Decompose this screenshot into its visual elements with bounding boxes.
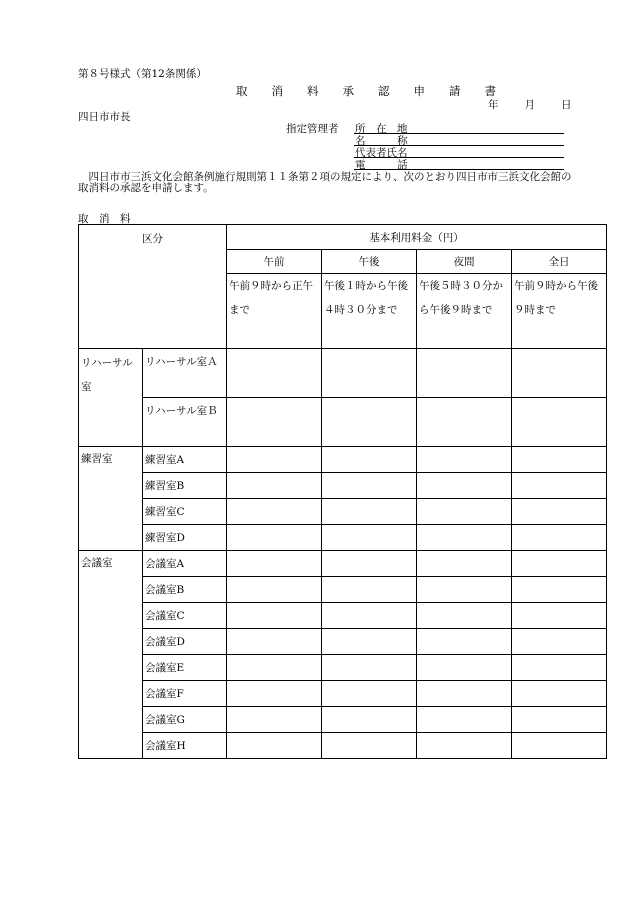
group-rehearsal: リハーサル室 — [79, 349, 143, 447]
fee-cell[interactable] — [417, 349, 512, 398]
fee-cell[interactable] — [322, 349, 417, 398]
phone-field-label: 電 話 — [355, 159, 408, 171]
fee-cell[interactable] — [227, 707, 322, 733]
fee-cell[interactable] — [322, 398, 417, 447]
title-char: 消 — [271, 84, 283, 98]
fee-cell[interactable] — [512, 447, 607, 473]
fee-cell[interactable] — [417, 473, 512, 499]
title-char: 承 — [342, 84, 354, 98]
fee-cell[interactable] — [512, 551, 607, 577]
section-label: 取 消 料 — [78, 213, 131, 225]
fee-cell[interactable] — [322, 603, 417, 629]
fee-cell[interactable] — [512, 655, 607, 681]
fee-cell[interactable] — [512, 681, 607, 707]
room-label: 会議室C — [143, 603, 227, 629]
fee-cell[interactable] — [227, 733, 322, 759]
form-number: 第８号様式（第12条関係） — [78, 68, 207, 80]
fee-cell[interactable] — [322, 447, 417, 473]
fee-cell[interactable] — [417, 551, 512, 577]
period-time-afternoon: 午後１時から午後４時３０分まで — [322, 274, 417, 349]
title-char: 書 — [484, 84, 496, 98]
room-label: リハーサル室Ｂ — [143, 398, 227, 447]
fee-cell[interactable] — [512, 499, 607, 525]
fee-cell[interactable] — [417, 603, 512, 629]
fee-cell[interactable] — [227, 398, 322, 447]
name-field-label: 名 称 — [355, 135, 408, 147]
fee-cell[interactable] — [417, 499, 512, 525]
fee-cell[interactable] — [227, 681, 322, 707]
fee-cell[interactable] — [227, 525, 322, 551]
fee-cell[interactable] — [322, 707, 417, 733]
title-char: 認 — [378, 84, 390, 98]
period-header-evening: 夜間 — [417, 250, 512, 274]
fee-cell[interactable] — [417, 577, 512, 603]
group-meeting: 会議室 — [79, 551, 143, 759]
fee-cell[interactable] — [227, 551, 322, 577]
document-title — [236, 83, 496, 99]
room-label: 練習室C — [143, 499, 227, 525]
fee-cell[interactable] — [227, 655, 322, 681]
room-label: 会議室F — [143, 681, 227, 707]
room-label: 会議室B — [143, 577, 227, 603]
designated-manager-label: 指定管理者 — [286, 123, 339, 135]
room-label: 会議室G — [143, 707, 227, 733]
group-practice: 練習室 — [79, 447, 143, 551]
fee-cell[interactable] — [227, 473, 322, 499]
room-label: リハーサル室Ａ — [143, 349, 227, 398]
fee-cell[interactable] — [322, 733, 417, 759]
address-field-label: 所 在 地 — [355, 123, 408, 135]
fee-cell[interactable] — [322, 551, 417, 577]
title-char: 申 — [413, 84, 425, 98]
phone-field-line[interactable] — [354, 169, 564, 170]
fee-cell[interactable] — [512, 707, 607, 733]
fee-cell[interactable] — [322, 473, 417, 499]
date-line — [488, 97, 572, 112]
title-char: 料 — [307, 84, 319, 98]
fee-cell[interactable] — [227, 447, 322, 473]
fee-cell[interactable] — [322, 499, 417, 525]
room-label: 会議室E — [143, 655, 227, 681]
fee-cell[interactable] — [417, 707, 512, 733]
fee-cell[interactable] — [322, 525, 417, 551]
period-time-evening: 午後５時３０分から午後９時まで — [417, 274, 512, 349]
cancellation-fee-table — [78, 224, 607, 759]
room-label: 会議室A — [143, 551, 227, 577]
base-fee-header: 基本利用料金（円） — [227, 225, 607, 250]
fee-cell[interactable] — [417, 655, 512, 681]
fee-cell[interactable] — [512, 629, 607, 655]
category-header: 区分 — [79, 225, 227, 349]
fee-cell[interactable] — [417, 447, 512, 473]
date-month-label: 月 — [524, 99, 535, 111]
fee-cell[interactable] — [322, 655, 417, 681]
period-time-morning: 午前９時から正午まで — [227, 274, 322, 349]
room-label: 会議室D — [143, 629, 227, 655]
addressee: 四日市市長 — [78, 111, 131, 123]
title-char: 取 — [236, 84, 248, 98]
fee-cell[interactable] — [417, 681, 512, 707]
room-label: 練習室B — [143, 473, 227, 499]
fee-cell[interactable] — [417, 525, 512, 551]
room-label: 会議室H — [143, 733, 227, 759]
fee-cell[interactable] — [227, 603, 322, 629]
representative-field-label: 代表者氏名 — [355, 147, 408, 159]
fee-cell[interactable] — [322, 577, 417, 603]
fee-cell[interactable] — [227, 499, 322, 525]
period-header-afternoon: 午後 — [322, 250, 417, 274]
fee-cell[interactable] — [322, 629, 417, 655]
room-label: 練習室A — [143, 447, 227, 473]
fee-cell[interactable] — [512, 398, 607, 447]
fee-cell[interactable] — [227, 349, 322, 398]
fee-cell[interactable] — [512, 603, 607, 629]
fee-cell[interactable] — [512, 525, 607, 551]
fee-cell[interactable] — [417, 629, 512, 655]
title-char: 請 — [449, 84, 461, 98]
fee-cell[interactable] — [227, 629, 322, 655]
fee-cell[interactable] — [512, 577, 607, 603]
fee-cell[interactable] — [512, 349, 607, 398]
period-time-fullday: 午前９時から午後９時まで — [512, 274, 607, 349]
fee-cell[interactable] — [512, 733, 607, 759]
application-statement: 四日市市三浜文化会館条例施行規則第１１条第２項の規定により、次のとおり四日市市三浜文化会館の取消料の承認を申請します。 — [78, 171, 572, 194]
fee-cell[interactable] — [417, 398, 512, 447]
fee-cell[interactable] — [417, 733, 512, 759]
fee-cell[interactable] — [322, 681, 417, 707]
period-header-morning: 午前 — [227, 250, 322, 274]
fee-cell[interactable] — [227, 577, 322, 603]
fee-cell[interactable] — [512, 473, 607, 499]
room-label: 練習室D — [143, 525, 227, 551]
date-day-label: 日 — [561, 99, 572, 111]
period-header-fullday: 全日 — [512, 250, 607, 274]
date-year-label: 年 — [488, 99, 499, 111]
